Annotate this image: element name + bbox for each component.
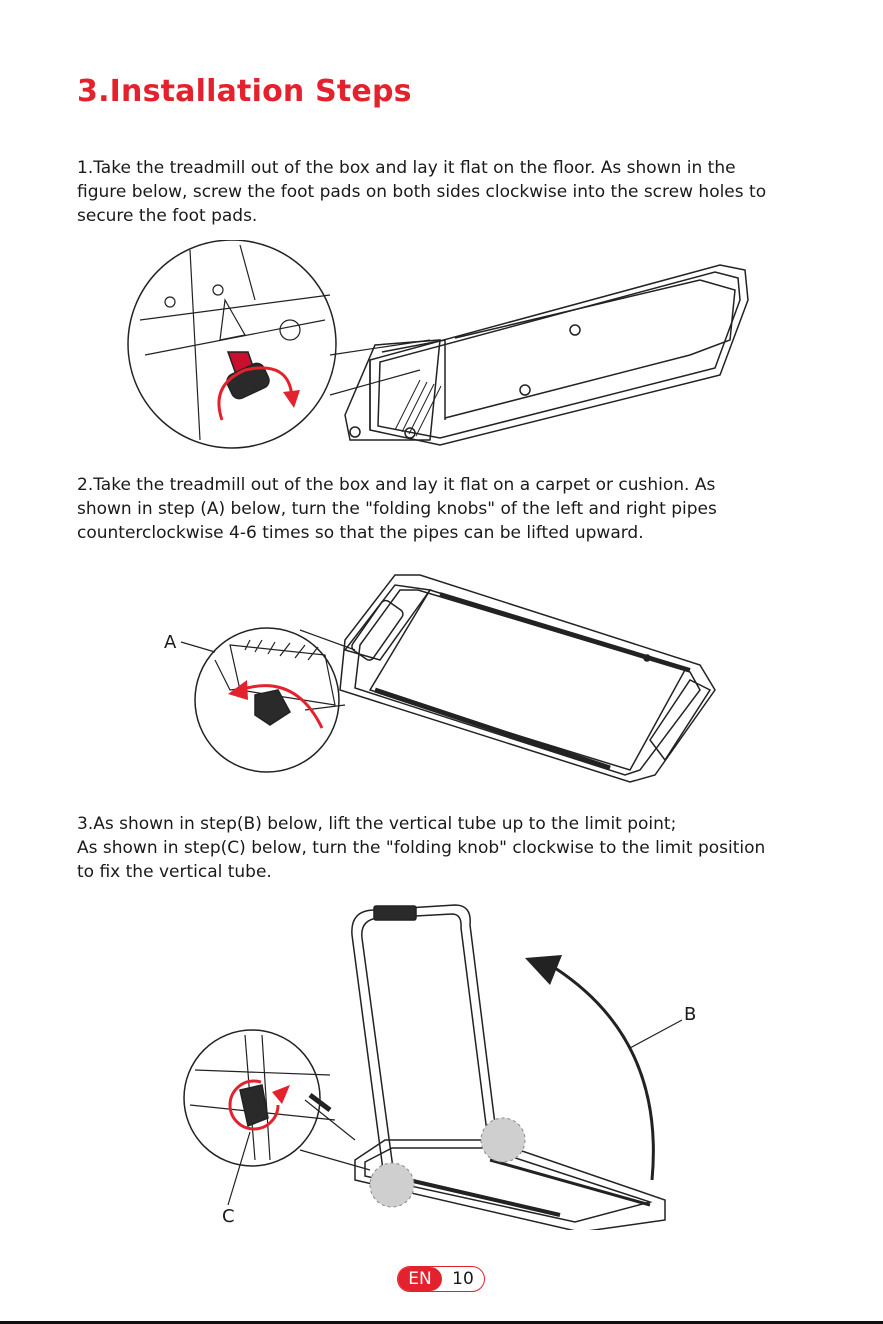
page-title: 3.Installation Steps [77, 74, 412, 109]
step-2-line: counterclockwise 4-6 times so that the pipes can be lifted upward. [77, 523, 644, 543]
step-2-line: 2.Take the treadmill out of the box and lay it flat on a carpet or cushion. As [77, 475, 716, 495]
callout-label-b: B [684, 1004, 697, 1025]
step-1-line: secure the foot pads. [77, 206, 258, 226]
callout-label-a: A [164, 632, 177, 653]
language-tag: EN [398, 1267, 442, 1291]
page-footer-badge [397, 1266, 485, 1292]
callout-label-c: C [222, 1206, 235, 1227]
step-1-line: 1.Take the treadmill out of the box and lay it flat on the floor. As shown in the [77, 158, 736, 178]
step-1-text [77, 156, 807, 228]
page-number: 10 [452, 1269, 474, 1289]
step-1-line: figure below, screw the foot pads on both sides clockwise into the screw holes to [77, 182, 767, 202]
step-2-line: shown in step (A) below, turn the "folding knobs" of the left and right pipes [77, 499, 717, 519]
step-3-line: As shown in step(C) below, turn the "folding knob" clockwise to the limit position [77, 838, 766, 858]
figure-folding-knobs [0, 560, 883, 790]
step-3-line: 3.As shown in step(B) below, lift the vertical tube up to the limit point; [77, 814, 677, 834]
step-3-text [77, 812, 807, 884]
step-3-line: to fix the vertical tube. [77, 862, 272, 882]
step-2-text [77, 473, 807, 545]
figure-foot-pads [0, 240, 883, 460]
figure-vertical-tube [0, 900, 883, 1230]
